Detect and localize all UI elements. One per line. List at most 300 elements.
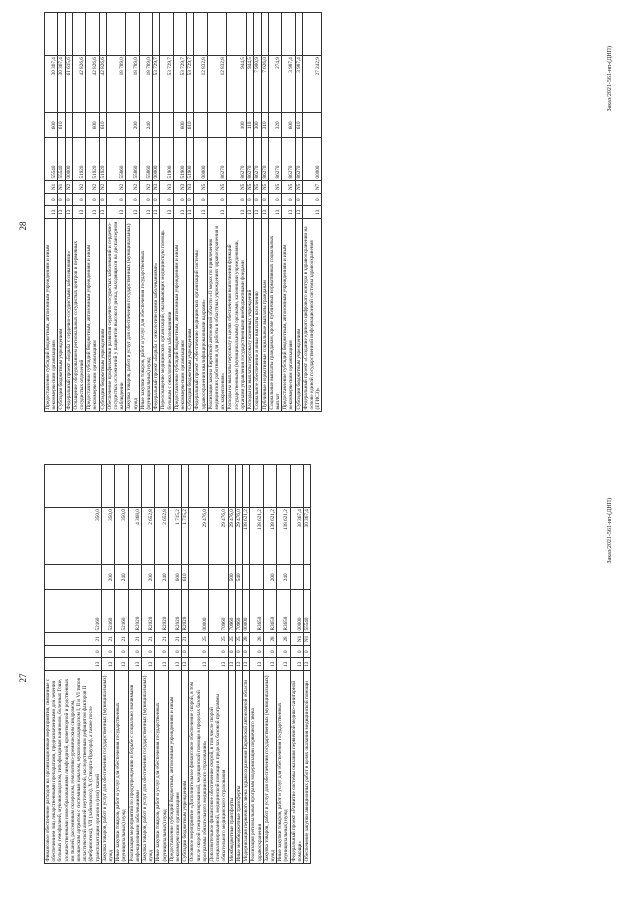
table-row bbox=[261, 13, 268, 412]
code-cell: 55540 bbox=[45, 138, 58, 181]
row-name: Дополнительное финансовое обеспечение скорой, в том числе скорой специализированной, медицинской помощи в пределах базовой программы обязательного медицинского страхования bbox=[209, 670, 229, 863]
type-code-cell: 240 bbox=[155, 565, 168, 590]
empty-cell bbox=[99, 13, 106, 56]
code-cell: 0 bbox=[261, 193, 268, 206]
empty-cell bbox=[207, 13, 227, 56]
code-cell: N5 bbox=[268, 180, 281, 193]
table-row bbox=[209, 465, 229, 864]
code-cell: 13 bbox=[247, 206, 254, 219]
empty-cell bbox=[303, 465, 310, 508]
amount-cell: 30 367,4 bbox=[303, 507, 310, 565]
table-row bbox=[247, 13, 254, 412]
code-cell: 13 bbox=[277, 658, 290, 671]
code-cell: 55540 bbox=[58, 138, 65, 181]
empty-cell bbox=[115, 465, 128, 508]
empty-cell bbox=[277, 465, 290, 508]
empty-cell bbox=[261, 13, 268, 56]
code-cell: 0 bbox=[128, 645, 141, 658]
budget-table-page-27 bbox=[44, 464, 311, 864]
code-cell: 0 bbox=[277, 645, 290, 658]
empty-cell bbox=[250, 465, 263, 508]
table-row bbox=[302, 13, 322, 412]
row-name: Финансовое обеспечение расходов на организационные мероприятия, связанные с обеспечением лиц лекарственными препаратами, предназначенными для лечения больных гемофилией, муковисцидозом, гипофизарным нанизмом, болезнью Гоше, злокачественными новообразованиями лимфоидной, кроветворной и родственных им тканей, рассеянным склерозом, гемолитико-уремическим синдромом, юношеским артритом с системным началом, мукополисахаридозом I, II и VI типов апластической анемией неуточненной, наследственным дефицитом факторов II (фибриногена), VII (лабильного), X (Стюарта-Прауэра), а также после трансплантации органов и (или) тканей bbox=[45, 670, 102, 863]
code-cell: N5 bbox=[247, 180, 254, 193]
code-cell: 51920 bbox=[72, 138, 85, 181]
code-cell: 0 bbox=[153, 193, 160, 206]
code-cell: 13 bbox=[228, 658, 235, 671]
row-name: Иные закупки товаров, работ и услуг для обеспечения государственных (муниципальных) нужд bbox=[139, 218, 152, 411]
code-cell: 13 bbox=[282, 206, 295, 219]
code-cell: 0 bbox=[99, 193, 106, 206]
empty-cell bbox=[101, 465, 114, 508]
amount-cell: 29 476,0 bbox=[228, 507, 235, 565]
code-cell: 00000 bbox=[243, 590, 250, 633]
code-cell: R2020 bbox=[182, 590, 189, 633]
code-cell: 13 bbox=[99, 206, 106, 219]
amount-cell: 4 368,0 bbox=[128, 507, 141, 565]
type-code-cell: 320 bbox=[268, 113, 281, 138]
code-cell: 25 bbox=[228, 632, 235, 645]
code-cell: N5 bbox=[295, 180, 302, 193]
type-code-cell bbox=[72, 113, 85, 138]
row-name: Социальное обеспечение и иные выплаты населению bbox=[254, 218, 261, 411]
table-row bbox=[58, 13, 65, 412]
code-cell: 28 bbox=[250, 632, 263, 645]
type-code-cell: 240 bbox=[139, 113, 152, 138]
code-cell: R3650 bbox=[263, 590, 276, 633]
row-name: Предоставление субсидий бюджетным, автономным учреждениям и иным некоммерческим организациям bbox=[168, 670, 181, 863]
code-cell: 52160 bbox=[45, 590, 102, 633]
code-cell: 21 bbox=[142, 632, 155, 645]
code-cell: 86270 bbox=[247, 138, 254, 181]
empty-cell bbox=[189, 465, 209, 508]
code-cell: 0 bbox=[235, 645, 242, 658]
code-cell: N5 bbox=[261, 180, 268, 193]
empty-cell bbox=[263, 465, 276, 508]
amount-cell: 138 621,2 bbox=[263, 507, 276, 565]
row-name: Федеральный проект «Обеспечение медицинских организаций системы здравоохранения квалифицированными кадрами» bbox=[194, 218, 207, 411]
type-code-cell: 610 bbox=[99, 113, 106, 138]
code-cell: N2 bbox=[106, 180, 126, 193]
row-name: Расходы на выплаты персоналу казенных учреждений bbox=[247, 218, 254, 411]
amount-cell: 138 621,2 bbox=[277, 507, 290, 565]
code-cell: 70960 bbox=[209, 590, 229, 633]
amount-cell: 29 476,0 bbox=[189, 507, 209, 565]
amount-cell: 53 729,7 bbox=[153, 55, 160, 113]
code-cell: 55860 bbox=[126, 138, 139, 181]
table-row bbox=[155, 465, 168, 864]
code-cell: 21 bbox=[115, 632, 128, 645]
row-name: Реализация закона Еврейской автономной области «О мерах по привлечению медицинских работников для работы в областных учреждениях здравоохранения и их закрепления» bbox=[207, 218, 227, 411]
code-cell: 55540 bbox=[303, 590, 310, 633]
code-cell: R2020 bbox=[168, 590, 181, 633]
code-cell: 0 bbox=[268, 193, 281, 206]
table-row bbox=[282, 13, 295, 412]
code-cell: 13 bbox=[155, 658, 168, 671]
code-cell: N1 bbox=[58, 180, 65, 193]
table-row bbox=[228, 465, 235, 864]
row-name: Расходы на выплаты персоналу в целях обеспечения выполнения функций государственными (муниципальными) органами, казенными учреждениями, органами управления государственными внебюджетными фондами bbox=[227, 218, 247, 411]
code-cell: N1 bbox=[303, 632, 310, 645]
code-cell: N3 bbox=[187, 180, 194, 193]
empty-cell bbox=[228, 465, 235, 508]
amount-cell: 42 826,6 bbox=[86, 55, 99, 113]
code-cell: 13 bbox=[194, 206, 207, 219]
empty-cell bbox=[302, 13, 322, 56]
code-cell: 0 bbox=[189, 645, 209, 658]
type-code-cell: 610 bbox=[58, 113, 65, 138]
code-cell: 13 bbox=[72, 206, 85, 219]
code-cell: 13 bbox=[142, 658, 155, 671]
code-cell: 86270 bbox=[282, 138, 295, 181]
type-code-cell: 200 bbox=[126, 113, 139, 138]
amount-cell: 350,0 bbox=[101, 507, 114, 565]
code-cell: 00000 bbox=[65, 138, 72, 181]
amount-cell: 944,5 bbox=[247, 55, 254, 113]
type-code-cell: 610 bbox=[295, 113, 302, 138]
empty-cell bbox=[86, 13, 99, 56]
code-cell: 0 bbox=[250, 645, 263, 658]
code-cell: R2020 bbox=[128, 590, 141, 633]
empty-cell bbox=[106, 13, 126, 56]
code-cell: 13 bbox=[106, 206, 126, 219]
table-row bbox=[45, 465, 102, 864]
code-cell: N2 bbox=[72, 180, 85, 193]
code-cell: 51900 bbox=[173, 138, 186, 181]
type-code-cell bbox=[207, 113, 227, 138]
code-cell: 0 bbox=[65, 193, 72, 206]
code-cell: 0 bbox=[45, 193, 58, 206]
amount-cell: 18 789,0 bbox=[126, 55, 139, 113]
table-row bbox=[168, 465, 181, 864]
code-cell: 86270 bbox=[295, 138, 302, 181]
code-cell: 13 bbox=[65, 206, 72, 219]
page-number: 28 bbox=[18, 221, 28, 231]
code-cell: 13 bbox=[263, 658, 276, 671]
row-name: Субсидии бюджетным учреждениям bbox=[187, 218, 194, 411]
code-cell: 13 bbox=[101, 658, 114, 671]
code-cell: 13 bbox=[209, 658, 229, 671]
amount-cell: 3 987,4 bbox=[295, 55, 302, 113]
amount-cell: 274,9 bbox=[268, 55, 281, 113]
code-cell: 51920 bbox=[86, 138, 99, 181]
code-cell: 51920 bbox=[99, 138, 106, 181]
type-code-cell: 240 bbox=[115, 565, 128, 590]
code-cell: 13 bbox=[303, 658, 310, 671]
amount-cell: 350,0 bbox=[115, 507, 128, 565]
code-cell: R3650 bbox=[250, 590, 263, 633]
code-cell: N1 bbox=[290, 632, 303, 645]
code-cell: 0 bbox=[254, 193, 261, 206]
amount-cell: 2 652,8 bbox=[142, 507, 155, 565]
row-name: Переоснащение медицинских организаций, оказывающих медицинскую помощь больным с онкологическими заболеваниями bbox=[160, 218, 173, 411]
empty-cell bbox=[268, 13, 281, 56]
table-row bbox=[142, 465, 155, 864]
row-name: Федеральный проект «Развитие системы оказания первичной медико-санитарной помощи» bbox=[290, 670, 303, 863]
type-code-cell bbox=[250, 565, 263, 590]
code-cell: 86270 bbox=[254, 138, 261, 181]
type-code-cell: 600 bbox=[282, 113, 295, 138]
code-cell: 0 bbox=[295, 193, 302, 206]
table-row bbox=[182, 465, 189, 864]
code-cell: 13 bbox=[290, 658, 303, 671]
type-code-cell bbox=[65, 113, 72, 138]
empty-cell bbox=[128, 465, 141, 508]
code-cell: 52160 bbox=[101, 590, 114, 633]
row-name: Закупка товаров, работ и услуг для обеспечения государственных (муниципальных) нужд bbox=[142, 670, 155, 863]
code-cell: 0 bbox=[182, 645, 189, 658]
row-name: Иные закупки товаров, работ и услуг для обеспечения государственных (муниципальных) нужд bbox=[155, 670, 168, 863]
empty-cell bbox=[254, 13, 261, 56]
empty-cell bbox=[139, 13, 152, 56]
page-27 bbox=[0, 452, 639, 904]
code-cell: 0 bbox=[187, 193, 194, 206]
code-cell: 0 bbox=[247, 193, 254, 206]
code-cell: 13 bbox=[187, 206, 194, 219]
code-cell: 13 bbox=[168, 658, 181, 671]
code-cell: 0 bbox=[194, 193, 207, 206]
row-name: Реализация региональных программ модернизации первичного звена здравоохранения bbox=[250, 670, 263, 863]
code-cell: 0 bbox=[115, 645, 128, 658]
amount-cell: 7 626,0 bbox=[261, 55, 268, 113]
type-code-cell bbox=[243, 565, 250, 590]
code-cell: 55860 bbox=[139, 138, 152, 181]
code-cell: 13 bbox=[160, 206, 173, 219]
amount-cell: 3 987,4 bbox=[282, 55, 295, 113]
table-row bbox=[254, 13, 261, 412]
type-code-cell bbox=[189, 565, 209, 590]
table-row bbox=[277, 465, 290, 864]
code-cell: 25 bbox=[235, 632, 242, 645]
amount-cell: 30 367,4 bbox=[45, 55, 58, 113]
table-row bbox=[295, 13, 302, 412]
type-code-cell bbox=[290, 565, 303, 590]
code-cell: 0 bbox=[72, 193, 85, 206]
empty-cell bbox=[142, 465, 155, 508]
amount-cell: 138 621,2 bbox=[250, 507, 263, 565]
type-code-cell: 200 bbox=[101, 565, 114, 590]
row-name: Обеспечение профилактики развития сердечно-сосудистых заболеваний и сердечно-сосудистых осложнений у пациентов высокого риска, находящихся на диспансерном наблюдении bbox=[106, 218, 126, 411]
row-name: Субсидии бюджетным учреждениям bbox=[182, 670, 189, 863]
amount-cell: 30 367,4 bbox=[290, 507, 303, 565]
page-number: 27 bbox=[18, 673, 28, 683]
empty-cell bbox=[65, 13, 72, 56]
row-name: Федеральный проект «Создание единого цифрового контура в здравоохранении на основе единой государственной информационной системы здравоохранения (ЕГИСЗ)» bbox=[302, 218, 322, 411]
type-code-cell: 200 bbox=[263, 565, 276, 590]
code-cell: 21 bbox=[182, 632, 189, 645]
amount-cell: 29 476,0 bbox=[209, 507, 229, 565]
code-cell: 0 bbox=[207, 193, 227, 206]
type-code-cell bbox=[160, 113, 173, 138]
code-cell: N5 bbox=[254, 180, 261, 193]
code-cell: 28 bbox=[277, 632, 290, 645]
table-row bbox=[99, 13, 106, 412]
amount-cell: 53 729,7 bbox=[173, 55, 186, 113]
code-cell: 13 bbox=[58, 206, 65, 219]
row-name: Субсидии бюджетным учреждениям bbox=[99, 218, 106, 411]
type-code-cell: 240 bbox=[277, 565, 290, 590]
code-cell: 86270 bbox=[207, 138, 227, 181]
code-cell: 28 bbox=[243, 632, 250, 645]
type-code-cell: 100 bbox=[227, 113, 247, 138]
row-name: Предоставление субсидий бюджетным, автономным учреждениям и иным некоммерческим организациям bbox=[86, 218, 99, 411]
code-cell: 0 bbox=[155, 645, 168, 658]
table-row bbox=[126, 13, 139, 412]
type-code-cell: 540 bbox=[235, 565, 242, 590]
code-cell: 51900 bbox=[160, 138, 173, 181]
code-cell: 13 bbox=[126, 206, 139, 219]
row-name: Основное мероприятие «Дополнительное финансовое обеспечение скорой, в том числе скорой специализированной, медицинской помощи в пределах базовой программы обязательного медицинского страхования» bbox=[189, 670, 209, 863]
row-name: Публичные нормативные социальные выплаты гражданам bbox=[261, 218, 268, 411]
code-cell: 13 bbox=[235, 658, 242, 671]
row-name: Иные закупки товаров, работ и услуг для обеспечения государственных (муниципальных) нужд bbox=[277, 670, 290, 863]
code-cell: 13 bbox=[153, 206, 160, 219]
type-code-cell bbox=[45, 565, 102, 590]
code-cell: 00000 bbox=[302, 138, 322, 181]
empty-cell bbox=[45, 13, 58, 56]
table-row bbox=[160, 13, 173, 412]
code-cell: 28 bbox=[263, 632, 276, 645]
table-row bbox=[250, 465, 263, 864]
type-code-cell: 610 bbox=[187, 113, 194, 138]
row-name: Субсидии бюджетным учреждениям bbox=[295, 218, 302, 411]
amount-cell: 350,0 bbox=[45, 507, 102, 565]
type-code-cell: 600 bbox=[168, 565, 181, 590]
code-cell: 0 bbox=[160, 193, 173, 206]
code-cell: 13 bbox=[86, 206, 99, 219]
amount-cell: 7 900,9 bbox=[254, 55, 261, 113]
table-row bbox=[115, 465, 128, 864]
code-cell: 13 bbox=[45, 658, 102, 671]
row-name: Модернизация первичного звена здравоохранения Еврейской автономной области bbox=[243, 670, 250, 863]
code-cell: N3 bbox=[160, 180, 173, 193]
amount-cell: 12 832,8 bbox=[194, 55, 207, 113]
empty-cell bbox=[58, 13, 65, 56]
row-name: Реализация мероприятий по предупреждению и борьбе с социально значимыми инфекционными заболеваниями bbox=[128, 670, 141, 863]
type-code-cell: 110 bbox=[247, 113, 254, 138]
table-row bbox=[139, 13, 152, 412]
empty-cell bbox=[168, 465, 181, 508]
code-cell: 0 bbox=[126, 193, 139, 206]
type-code-cell bbox=[194, 113, 207, 138]
empty-cell bbox=[194, 13, 207, 56]
code-cell: 21 bbox=[155, 632, 168, 645]
code-cell: 0 bbox=[228, 645, 235, 658]
code-cell: N1 bbox=[45, 180, 58, 193]
code-cell: 13 bbox=[189, 658, 209, 671]
table-row bbox=[173, 13, 186, 412]
table-row bbox=[290, 465, 303, 864]
code-cell: 0 bbox=[86, 193, 99, 206]
code-cell: 13 bbox=[295, 206, 302, 219]
type-code-cell bbox=[153, 113, 160, 138]
table-row bbox=[194, 13, 207, 412]
empty-cell bbox=[173, 13, 186, 56]
table-row bbox=[268, 13, 281, 412]
code-cell: R3650 bbox=[277, 590, 290, 633]
table-row bbox=[72, 13, 85, 412]
code-cell: N5 bbox=[227, 180, 247, 193]
code-cell: N3 bbox=[153, 180, 160, 193]
code-cell: 55860 bbox=[106, 138, 126, 181]
type-code-cell: 300 bbox=[254, 113, 261, 138]
code-cell: 0 bbox=[142, 645, 155, 658]
code-cell: N5 bbox=[207, 180, 227, 193]
code-cell: N2 bbox=[99, 180, 106, 193]
code-cell: 0 bbox=[209, 645, 229, 658]
code-cell: 0 bbox=[173, 193, 186, 206]
table-row bbox=[243, 465, 250, 864]
row-name: Федеральный проект «Борьба с онкологическими заболеваниями» bbox=[153, 218, 160, 411]
row-name: Предоставление субсидий бюджетным, автономным учреждениям и иным некоммерческим организациям bbox=[45, 218, 58, 411]
empty-cell bbox=[153, 13, 160, 56]
type-code-cell bbox=[302, 113, 322, 138]
amount-cell: 18 789,0 bbox=[139, 55, 152, 113]
code-cell: N7 bbox=[302, 180, 322, 193]
code-cell: 0 bbox=[106, 193, 126, 206]
code-cell: 13 bbox=[243, 658, 250, 671]
code-cell: 13 bbox=[173, 206, 186, 219]
code-cell: 0 bbox=[243, 645, 250, 658]
amount-cell: 1 715,2 bbox=[168, 507, 181, 565]
empty-cell bbox=[290, 465, 303, 508]
table-row bbox=[227, 13, 247, 412]
code-cell: 0 bbox=[263, 645, 276, 658]
code-cell: 13 bbox=[207, 206, 227, 219]
code-cell: 00000 bbox=[189, 590, 209, 633]
empty-cell bbox=[227, 13, 247, 56]
amount-cell: 42 826,6 bbox=[72, 55, 85, 113]
empty-cell bbox=[160, 13, 173, 56]
table-row bbox=[45, 13, 58, 412]
row-name: Иные межбюджетные трансферты bbox=[235, 670, 242, 863]
row-name: Иные закупки товаров, работ и услуг для обеспечения государственных (муниципальных) нужд bbox=[115, 670, 128, 863]
amount-cell: 53 729,7 bbox=[160, 55, 173, 113]
table-row bbox=[101, 465, 114, 864]
empty-cell bbox=[45, 465, 102, 508]
type-code-cell: 600 bbox=[86, 113, 99, 138]
code-cell: 0 bbox=[290, 645, 303, 658]
budget-table-page-28 bbox=[44, 12, 322, 412]
code-cell: 0 bbox=[303, 645, 310, 658]
table-row bbox=[189, 465, 209, 864]
code-cell: 00000 bbox=[290, 590, 303, 633]
code-cell: N5 bbox=[194, 180, 207, 193]
code-cell: 13 bbox=[115, 658, 128, 671]
code-cell: R2020 bbox=[142, 590, 155, 633]
code-cell: 21 bbox=[101, 632, 114, 645]
budget-table-body bbox=[45, 465, 311, 864]
amount-cell: 1 715,2 bbox=[182, 507, 189, 565]
row-name: Субсидии бюджетным учреждениям bbox=[58, 218, 65, 411]
amount-cell: 27 242,9 bbox=[302, 55, 322, 113]
empty-cell bbox=[155, 465, 168, 508]
page-27-region bbox=[0, 452, 639, 904]
code-cell: N2 bbox=[86, 180, 99, 193]
code-cell: 13 bbox=[268, 206, 281, 219]
row-name: Закупка товаров, работ и услуг для обеспечения государственных (муниципальных) нужд bbox=[263, 670, 276, 863]
code-cell: 25 bbox=[209, 632, 229, 645]
code-cell: 0 bbox=[45, 645, 102, 658]
code-cell: 0 bbox=[58, 193, 65, 206]
code-cell: N2 bbox=[126, 180, 139, 193]
code-cell: 21 bbox=[168, 632, 181, 645]
table-row bbox=[207, 13, 227, 412]
code-cell: N2 bbox=[139, 180, 152, 193]
code-cell: 13 bbox=[254, 206, 261, 219]
empty-cell bbox=[247, 13, 254, 56]
amount-cell: 42 826,6 bbox=[99, 55, 106, 113]
